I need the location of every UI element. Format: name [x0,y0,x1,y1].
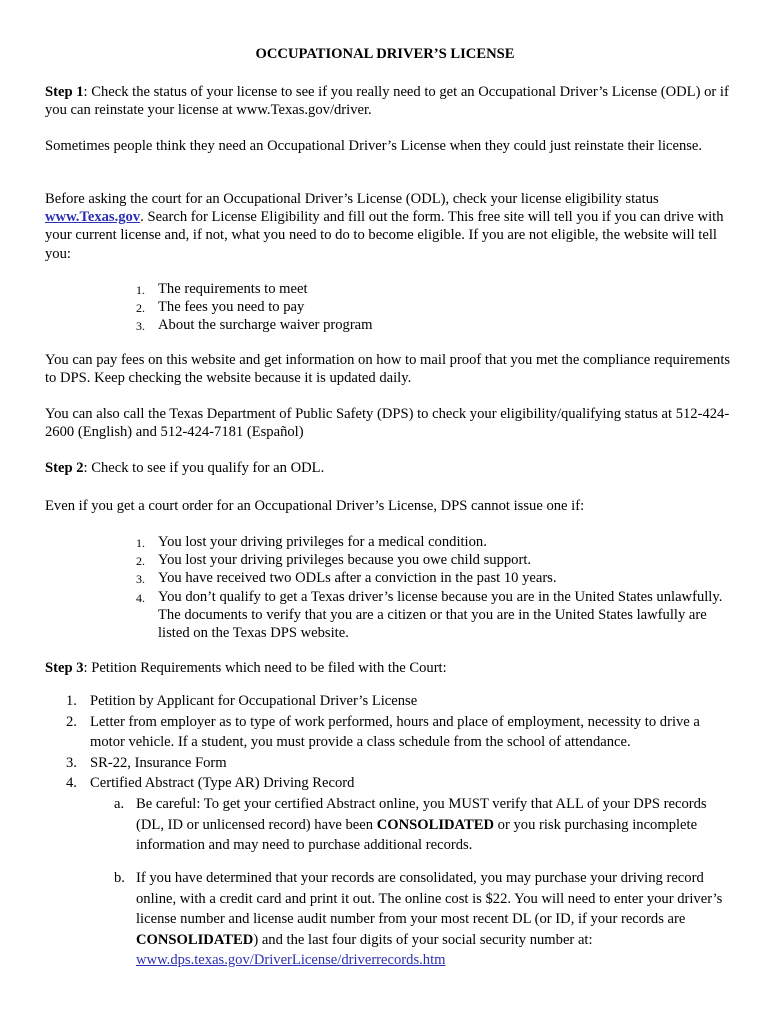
list-item: 4. You don’t qualify to get a Texas driver’s license because you are in the United States unlawfully. The documents to verify that you are a citizen or that you are in the United States lawfully are listed on the Texas DPS website. [136,588,723,642]
pay-paragraph: You can pay fees on this website and get information on how to mail proof that you met the compliance requirements to DPS. Keep checking the website because it is updated daily. [45,352,731,387]
list-item: 4. Certified Abstract (Type AR) Driving Record [66,775,355,791]
list-item: a. Be careful: To get your certified Abstract online, you MUST verify that ALL of your DPS records (DL, ID or unlicensed record) have been CONSOLIDATED or you risk purchasing incomplete information and may need to purchase additional records. [114,796,707,853]
call-paragraph: You can also call the Texas Department of Public Safety (DPS) to check your eligibility/qualifying status at 512-424-2600 (English) and 512-424-7181 (Español) [45,406,730,441]
step1-paragraph [45,83,735,119]
sub-item-b [108,868,734,971]
consolidated-emphasis: CONSOLIDATED [136,931,254,948]
list-item: 2. The fees you need to pay [136,299,305,316]
step3-text: : Petition Requirements which need to be filed with the Court: [83,660,447,676]
list-item: 3. SR-22, Insurance Form [66,754,227,771]
step3-paragraph [45,659,735,677]
sometimes-paragraph: Sometimes people think they need an Occupational Driver’s License when they could just reinstate their license. [45,138,703,154]
step2-label: Step 2 [45,460,84,476]
disqualify-list [130,533,730,642]
before-text-b: . Search for License Eligibility and fill out the form. This free site will tell you if you can drive with your current license and, if not, what you need to do to become eligible. If you are not eligible, the website will tell you: [45,209,724,262]
petition-list [62,691,732,794]
step2-text: : Check to see if you qualify for an ODL. [83,460,325,476]
before-text-a: Before asking the court for an Occupational Driver’s License (ODL), check your license eligibility status [45,191,659,207]
texas-gov-link[interactable]: www.Texas.gov [45,209,141,226]
list-item: 3. About the surcharge waiver program [136,317,373,334]
list-item: 2. Letter from employer as to type of work performed, hours and place of employment, necessity to drive a motor vehicle. If a student, you must provide a class schedule from the school of attendance. [66,713,700,750]
step1-label: Step 1 [45,84,84,100]
list-item: 1. Petition by Applicant for Occupational Driver’s License [66,693,418,709]
step1-text: : Check the status of your license to see if you really need to get an Occupational Driver’s License (ODL) or if you can reinstate your license at www.Texas.gov/driver. [45,84,729,119]
before-paragraph [45,190,735,263]
list-item: 1. The requirements to meet [136,281,308,297]
step3-label: Step 3 [45,660,84,676]
list-item: 2. You lost your driving privileges because you owe child support. [136,552,532,569]
list-item: 1. You lost your driving privileges for a medical condition. [136,534,487,550]
step2-paragraph [45,459,735,477]
consolidated-emphasis: CONSOLIDATED [376,816,495,833]
even-paragraph: Even if you get a court order for an Occupational Driver’s License, DPS cannot issue one if: [45,498,585,514]
sub-item-a [108,794,734,856]
driver-records-link[interactable]: www.dps.texas.gov/DriverLicense/driverrecords.htm [136,952,446,968]
list-item: b. If you have determined that your records are consolidated, you may purchase your driving record online, with a credit card and print it out. The online cost is $22. You will need to enter your driver’s license number and license audit number from your most recent DL (or ID, if your records are CONSOLIDATED) and the last four digits of your social security number at: www.dps.texas.gov/DriverLicense/driverrecords.htm [114,870,723,968]
page-title: OCCUPATIONAL DRIVER’S LICENSE [255,46,515,62]
eligibility-list [130,280,730,335]
list-item: 3. You have received two ODLs after a conviction in the past 10 years. [136,570,557,587]
